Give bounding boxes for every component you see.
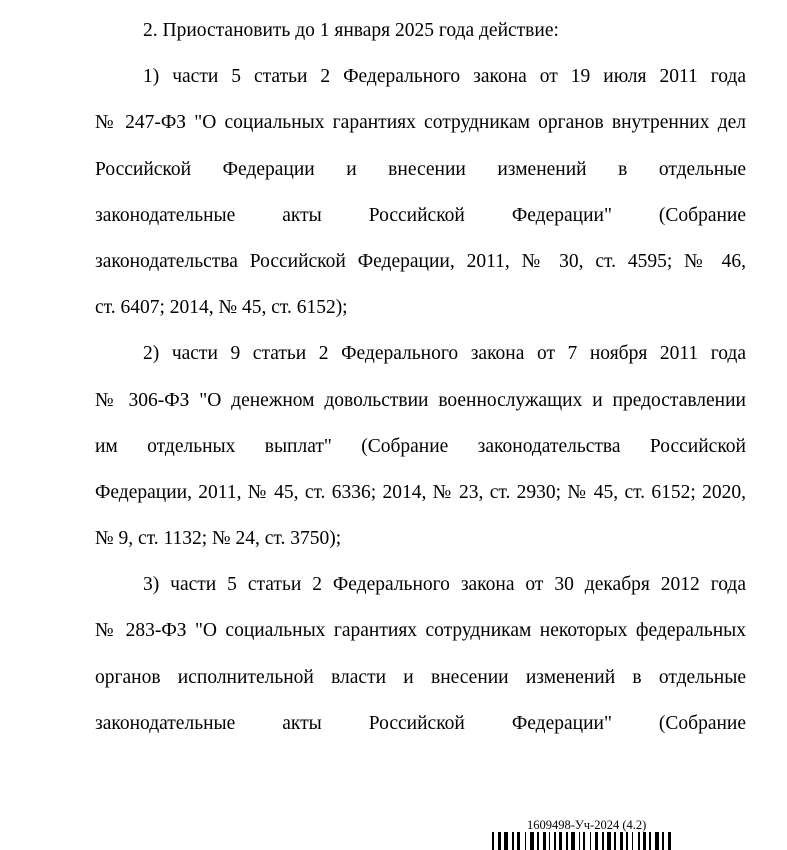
barcode-bar — [595, 832, 598, 850]
text-line: № 247-ФЗ "О социальных гарантиях сотрудникам органов внутренних дел — [95, 112, 746, 134]
barcode-bar — [614, 832, 616, 850]
text-line: № 9, ст. 1132; № 24, ст. 3750); — [95, 528, 342, 550]
barcode-bar — [566, 832, 568, 850]
barcode-bar — [638, 832, 640, 850]
barcode-bar — [649, 832, 651, 850]
text-line: 2) части 9 статьи 2 Федерального закона от 7 ноября 2011 года — [143, 343, 746, 365]
text-line: 3) части 5 статьи 2 Федерального закона от 30 декабря 2012 года — [143, 574, 746, 596]
text-line: законодательные акты Российской Федерации" (Собрание — [95, 712, 746, 734]
barcode-bar — [530, 832, 534, 850]
text-line: № 283-ФЗ "О социальных гарантиях сотрудникам некоторых федеральных — [95, 620, 746, 642]
barcode-bar — [590, 832, 591, 850]
barcode-bar — [626, 832, 628, 850]
text-line: ст. 6407; 2014, № 45, ст. 6152); — [95, 297, 348, 319]
barcode-bar — [643, 832, 646, 850]
barcode-bar — [498, 832, 501, 850]
barcode-bar — [559, 832, 562, 850]
text-line: законодательства Российской Федерации, 2011, № 30, ст. 4595; № 46, — [95, 250, 746, 272]
barcode-bar — [662, 832, 664, 850]
barcode-bar — [583, 832, 585, 850]
barcode-bar — [579, 832, 580, 850]
text-line: законодательные акты Российской Федерации" (Собрание — [95, 204, 746, 226]
barcode-bar — [549, 832, 550, 850]
text-line: им отдельных выплат" (Собрание законодательства Российской — [95, 435, 746, 457]
barcode-bar — [517, 832, 520, 850]
document-page — [95, 16, 746, 755]
text-line: органов исполнительной власти и внесении изменений в отдельные — [95, 666, 746, 688]
barcode — [492, 832, 692, 850]
barcode-bar — [655, 832, 659, 850]
barcode-bar — [512, 832, 514, 850]
text-line: 1) части 5 статьи 2 Федерального закона от 19 июля 2011 года — [143, 66, 746, 88]
document-code: 1609498-Уч-2024 (4.2) — [527, 818, 647, 832]
barcode-bar — [504, 832, 508, 850]
text-line: № 306-ФЗ "О денежном довольствии военнослужащих и предоставлении — [95, 389, 746, 411]
barcode-bar — [554, 832, 556, 850]
barcode-bar — [607, 832, 611, 850]
barcode-bar — [668, 832, 671, 850]
barcode-bar — [492, 832, 494, 850]
text-line: Российской Федерации и внесении изменений в отдельные — [95, 158, 746, 180]
barcode-bar — [602, 832, 604, 850]
barcode-bar — [537, 832, 539, 850]
barcode-bar — [632, 832, 633, 850]
barcode-bar — [543, 832, 546, 850]
text-line: 2. Приостановить до 1 января 2025 года действие: — [143, 20, 559, 41]
barcode-bar — [620, 832, 623, 850]
barcode-bar — [525, 832, 526, 850]
barcode-bar — [571, 832, 575, 850]
text-line: Федерации, 2011, № 45, ст. 6336; 2014, № 23, ст. 2930; № 45, ст. 6152; 2020, — [95, 481, 746, 503]
